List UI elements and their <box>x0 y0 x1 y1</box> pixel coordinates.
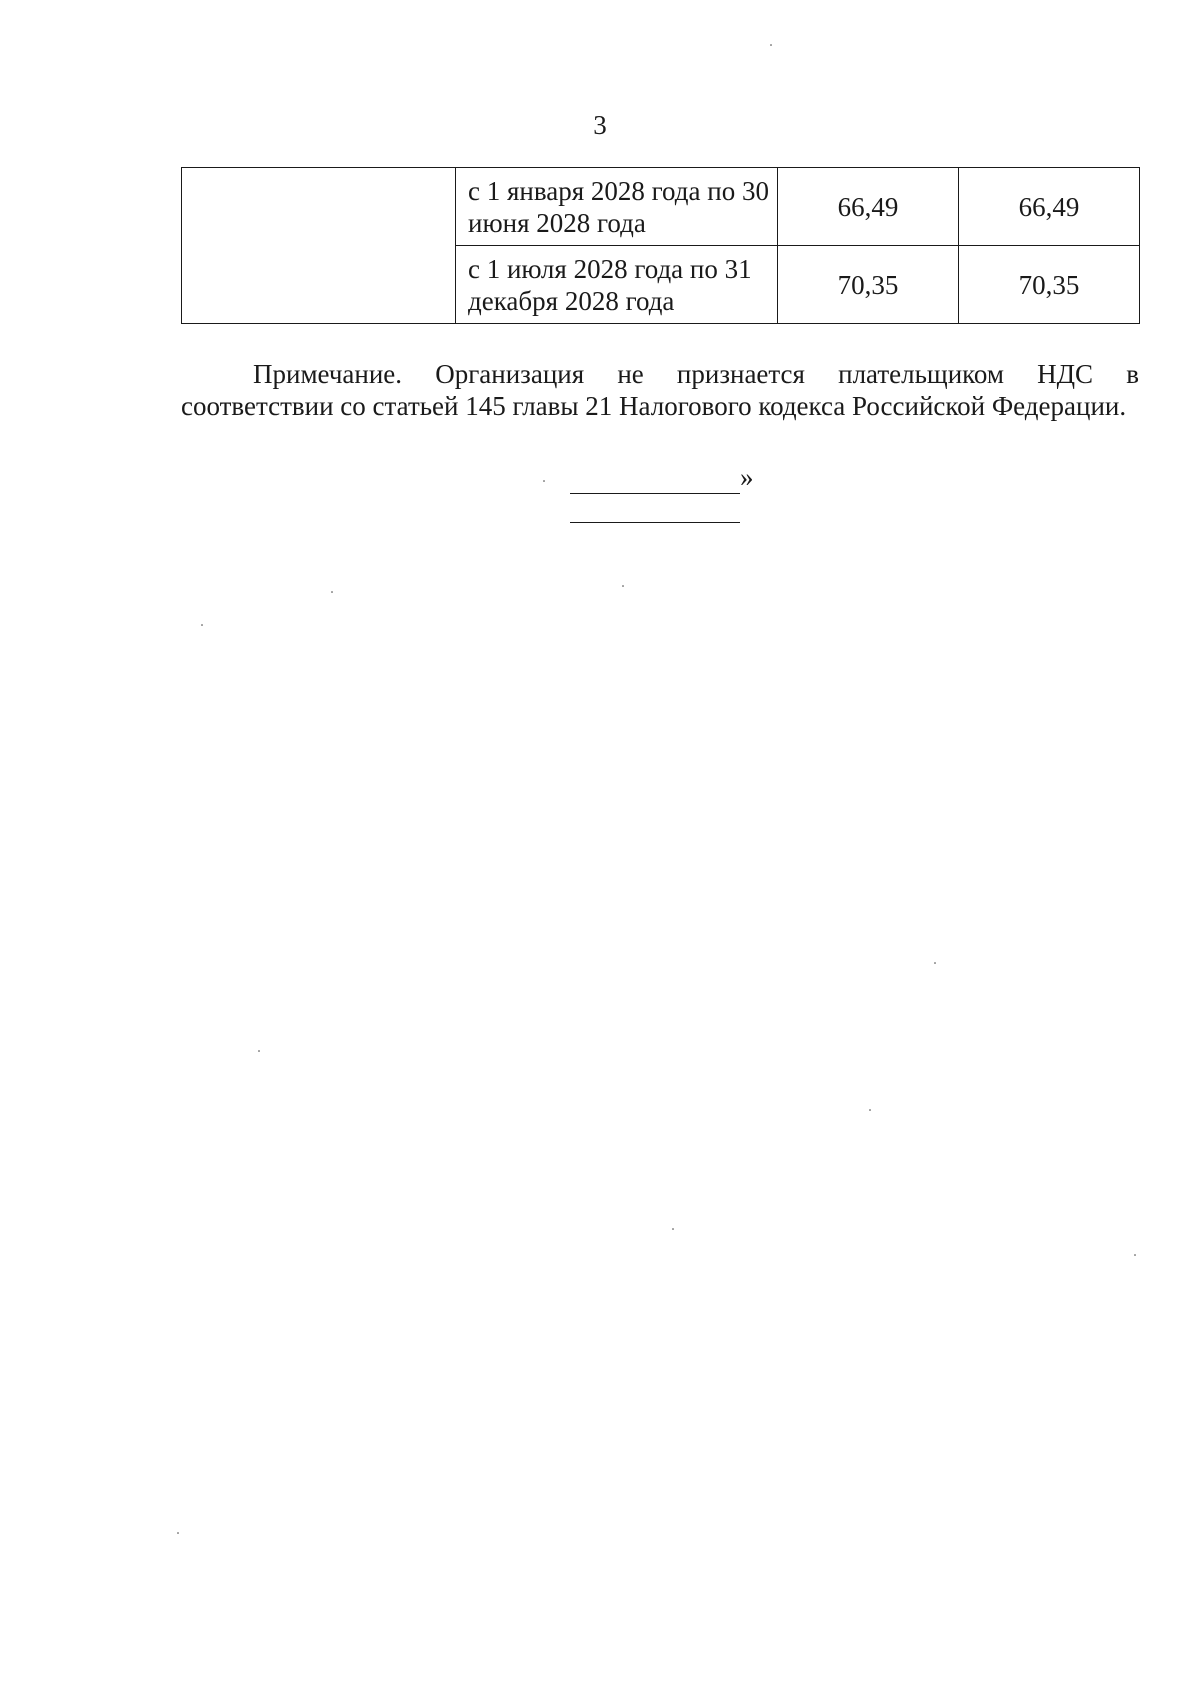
period-cell: с 1 июля 2028 года по 31 декабря 2028 года <box>456 246 778 324</box>
scan-speck <box>672 1228 674 1230</box>
signature-line <box>570 473 740 494</box>
scan-speck <box>177 1532 179 1534</box>
signature-line <box>570 502 740 523</box>
table-row <box>182 168 1140 246</box>
empty-merged-cell <box>182 168 456 324</box>
note-paragraph: Примечание. Организация не признается плательщиком НДС в соответствии со статьей 145 главы 21 Налогового кодекса Российской Федерации. <box>181 359 1139 421</box>
value-cell: 66,49 <box>959 168 1140 246</box>
scan-speck <box>869 1109 871 1111</box>
scan-speck <box>543 480 545 482</box>
value-cell: 70,35 <box>778 246 959 324</box>
closing-quote: » <box>740 462 754 492</box>
value-cell: 70,35 <box>959 246 1140 324</box>
scan-speck <box>331 591 333 593</box>
period-cell: с 1 января 2028 года по 30 июня 2028 года <box>456 168 778 246</box>
scan-speck <box>258 1050 260 1052</box>
page-number: 3 <box>593 110 607 140</box>
scan-speck <box>622 585 624 587</box>
scan-speck <box>770 44 772 46</box>
scan-speck <box>201 624 203 626</box>
scan-speck <box>934 962 936 964</box>
scan-speck <box>1134 1254 1136 1256</box>
value-cell: 66,49 <box>778 168 959 246</box>
tariff-table <box>181 167 1140 324</box>
